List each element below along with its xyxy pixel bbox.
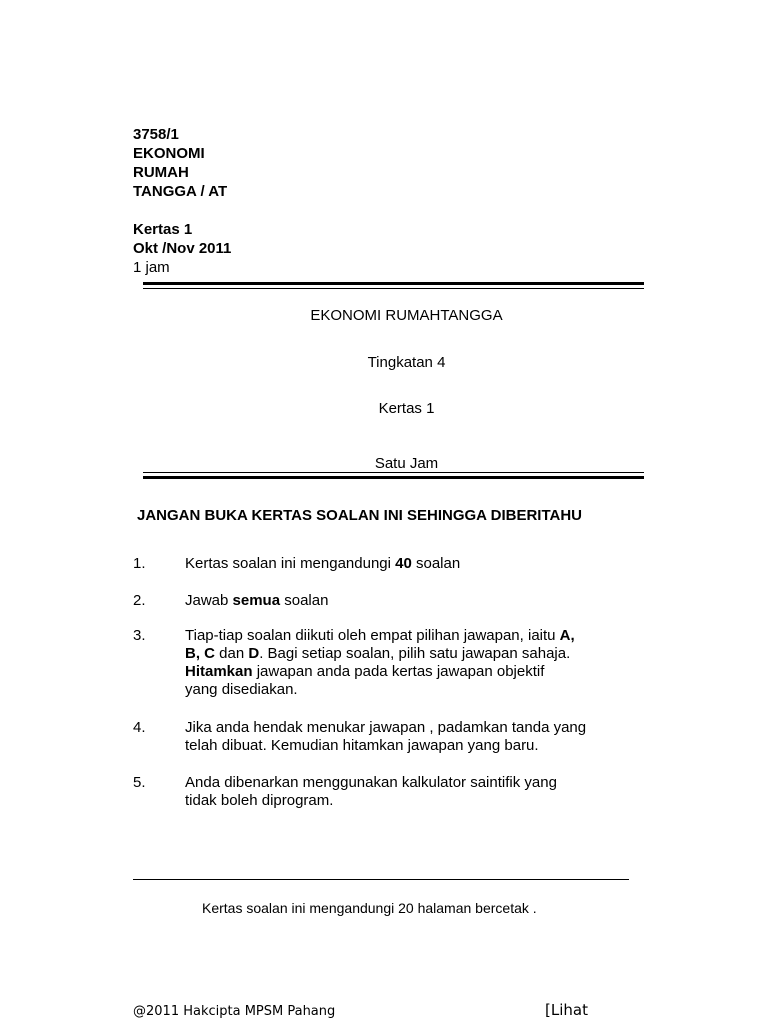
paper-code: 3758/1 bbox=[133, 126, 179, 143]
subject-line-2: RUMAH bbox=[133, 164, 189, 181]
instruction-2: 2. Jawab semua soalan bbox=[133, 592, 329, 609]
instruction-number: 3. bbox=[133, 627, 146, 644]
copyright-notice: @2011 Hakcipta MPSM Pahang bbox=[133, 1004, 336, 1019]
instruction-4: 4. Jika anda hendak menukar jawapan , padamkan tanda yang telah dibuat. Kemudian hitamkan jawapan yang baru. bbox=[133, 719, 587, 754]
paper-number: Kertas 1 bbox=[133, 221, 193, 238]
exam-time: Satu Jam bbox=[374, 455, 439, 472]
do-not-open-warning: JANGAN BUKA KERTAS SOALAN INI SEHINGGA DIBERITAHU bbox=[137, 507, 583, 524]
instruction-1: 1. Kertas soalan ini mengandungi 40 soalan bbox=[133, 555, 461, 572]
exam-duration: 1 jam bbox=[133, 259, 170, 276]
instruction-3: 3. Tiap-tiap soalan diikuti oleh empat pilihan jawapan, iaitu A, B, C dan D. Bagi setiap soalan, pilih satu jawapan sahaja. Hitamkan jawapan anda pada kertas jawapan objektif yang disediakan. bbox=[133, 627, 575, 698]
instruction-number: 1. bbox=[133, 555, 146, 572]
instruction-number: 4. bbox=[133, 719, 146, 736]
paper-header bbox=[133, 125, 231, 277]
bottom-rule-thick bbox=[143, 476, 644, 479]
see-over-label: [Lihat bbox=[545, 1001, 588, 1019]
top-rule-thick bbox=[143, 282, 644, 285]
subject-line-3: TANGGA / AT bbox=[133, 183, 228, 200]
exam-title: EKONOMI RUMAHTANGGA bbox=[310, 307, 503, 324]
footer-divider bbox=[133, 879, 629, 880]
subject-line-1: EKONOMI bbox=[133, 145, 205, 162]
exam-session: Okt /Nov 2011 bbox=[133, 240, 232, 257]
page-count-note: Kertas soalan ini mengandungi 20 halaman bercetak . bbox=[202, 900, 537, 916]
exam-paper: Kertas 1 bbox=[378, 400, 435, 417]
instruction-number: 2. bbox=[133, 592, 146, 609]
instruction-number: 5. bbox=[133, 774, 146, 791]
bottom-rule-thin bbox=[143, 472, 644, 473]
instruction-5: 5. Anda dibenarkan menggunakan kalkulator saintifik yang tidak boleh diprogram. bbox=[133, 774, 557, 809]
exam-form: Tingkatan 4 bbox=[367, 354, 446, 371]
top-rule-thin bbox=[143, 288, 644, 289]
